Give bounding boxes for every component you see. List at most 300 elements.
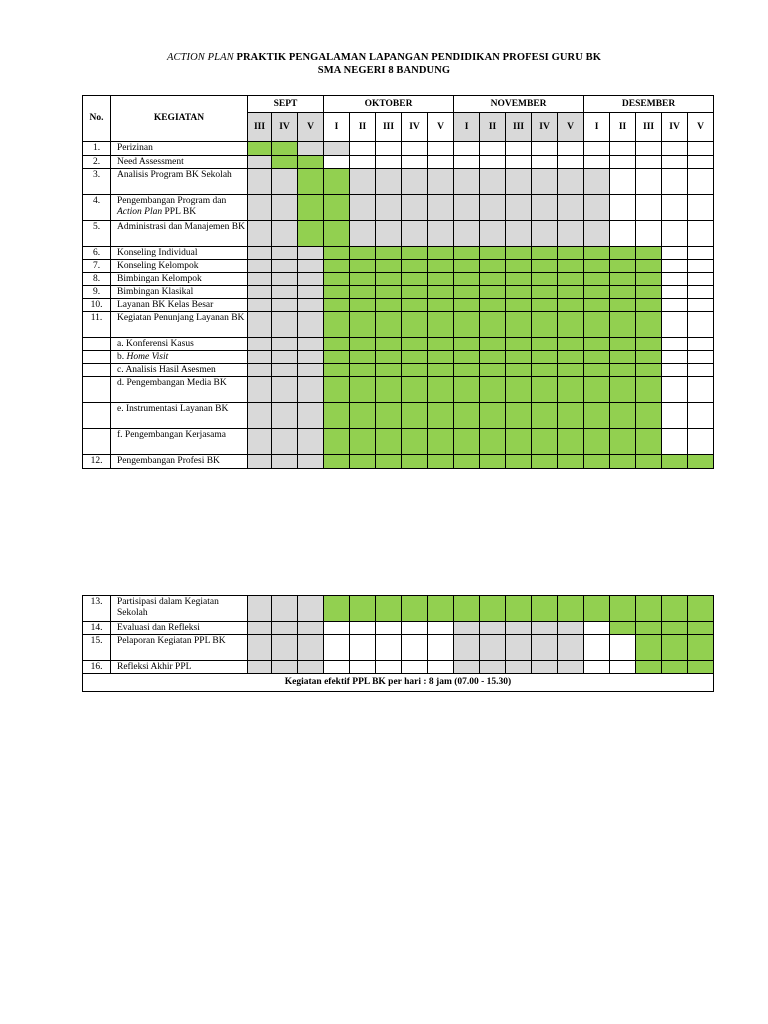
schedule-cell xyxy=(376,635,402,661)
schedule-cell-active xyxy=(636,260,662,273)
schedule-cell-active xyxy=(610,377,636,403)
schedule-cell xyxy=(662,364,688,377)
activity-row xyxy=(83,364,714,377)
schedule-cell-active xyxy=(558,286,584,299)
schedule-cell xyxy=(324,635,350,661)
activity-row xyxy=(83,377,714,403)
activity-name: d. Pengembangan Media BK xyxy=(111,377,248,403)
schedule-cell-active xyxy=(428,351,454,364)
schedule-cell-active xyxy=(636,635,662,661)
schedule-cell xyxy=(688,338,714,351)
row-number xyxy=(83,403,111,429)
schedule-cell xyxy=(506,169,532,195)
header-week: I xyxy=(454,113,480,142)
activity-row xyxy=(83,403,714,429)
schedule-cell-active xyxy=(480,273,506,286)
activity-row xyxy=(83,286,714,299)
schedule-cell-active xyxy=(454,273,480,286)
activity-row xyxy=(83,312,714,338)
schedule-cell-active xyxy=(376,351,402,364)
row-number: 5. xyxy=(83,221,111,247)
schedule-cell xyxy=(610,169,636,195)
schedule-cell xyxy=(610,156,636,169)
schedule-cell-active xyxy=(350,377,376,403)
schedule-cell xyxy=(662,273,688,286)
schedule-cell-active xyxy=(324,351,350,364)
schedule-cell-active xyxy=(350,299,376,312)
schedule-cell-active xyxy=(324,364,350,377)
schedule-cell xyxy=(610,195,636,221)
schedule-cell-active xyxy=(688,635,714,661)
header-month-oktober: OKTOBER xyxy=(324,96,454,113)
row-number: 14. xyxy=(83,622,111,635)
document-title xyxy=(0,51,768,77)
schedule-cell xyxy=(662,351,688,364)
schedule-cell xyxy=(428,142,454,156)
schedule-cell-active xyxy=(402,260,428,273)
schedule-cell xyxy=(584,635,610,661)
schedule-cell xyxy=(248,351,272,364)
schedule-cell xyxy=(272,338,298,351)
schedule-cell-active xyxy=(532,377,558,403)
activity-name: Refleksi Akhir PPL xyxy=(111,661,248,674)
schedule-cell xyxy=(324,156,350,169)
schedule-cell xyxy=(584,622,610,635)
schedule-cell xyxy=(636,142,662,156)
schedule-cell-active xyxy=(324,169,350,195)
schedule-cell xyxy=(558,635,584,661)
schedule-cell xyxy=(248,260,272,273)
schedule-cell xyxy=(402,195,428,221)
schedule-cell-active xyxy=(376,596,402,622)
schedule-cell-active xyxy=(532,299,558,312)
schedule-cell xyxy=(480,142,506,156)
schedule-cell xyxy=(688,273,714,286)
schedule-cell xyxy=(350,195,376,221)
schedule-cell-active xyxy=(480,351,506,364)
activity-name: e. Instrumentasi Layanan BK xyxy=(111,403,248,429)
schedule-cell-active xyxy=(558,260,584,273)
header-week: III xyxy=(506,113,532,142)
schedule-cell-active xyxy=(688,455,714,469)
schedule-cell xyxy=(298,635,324,661)
schedule-cell xyxy=(428,661,454,674)
activity-name: Perizinan xyxy=(111,142,248,156)
schedule-cell xyxy=(298,142,324,156)
schedule-cell-active xyxy=(428,247,454,260)
schedule-cell xyxy=(376,169,402,195)
schedule-cell xyxy=(272,635,298,661)
schedule-cell-active xyxy=(688,661,714,674)
schedule-cell xyxy=(428,635,454,661)
schedule-cell-active xyxy=(350,312,376,338)
schedule-cell xyxy=(248,286,272,299)
schedule-cell xyxy=(688,260,714,273)
schedule-cell xyxy=(428,622,454,635)
schedule-cell xyxy=(272,286,298,299)
schedule-cell xyxy=(532,156,558,169)
schedule-cell-active xyxy=(506,273,532,286)
schedule-cell-active xyxy=(558,455,584,469)
schedule-cell-active xyxy=(298,156,324,169)
schedule-cell-active xyxy=(584,273,610,286)
schedule-cell xyxy=(454,195,480,221)
schedule-cell-active xyxy=(428,273,454,286)
schedule-cell-active xyxy=(688,596,714,622)
row-number: 10. xyxy=(83,299,111,312)
schedule-cell-active xyxy=(350,455,376,469)
schedule-cell xyxy=(248,195,272,221)
schedule-cell-active xyxy=(376,403,402,429)
schedule-cell xyxy=(532,661,558,674)
schedule-cell xyxy=(248,429,272,455)
schedule-cell-active xyxy=(480,312,506,338)
schedule-cell-active xyxy=(480,338,506,351)
header-week: IV xyxy=(272,113,298,142)
schedule-cell xyxy=(402,169,428,195)
schedule-cell-active xyxy=(558,377,584,403)
row-number: 9. xyxy=(83,286,111,299)
schedule-cell-active xyxy=(428,312,454,338)
schedule-cell-active xyxy=(532,364,558,377)
header-week: III xyxy=(248,113,272,142)
schedule-cell xyxy=(688,156,714,169)
schedule-cell xyxy=(248,156,272,169)
schedule-cell xyxy=(298,455,324,469)
schedule-cell-active xyxy=(428,338,454,351)
schedule-cell-active xyxy=(558,364,584,377)
schedule-cell xyxy=(298,299,324,312)
schedule-cell-active xyxy=(584,596,610,622)
schedule-cell xyxy=(636,169,662,195)
row-number: 6. xyxy=(83,247,111,260)
activity-row xyxy=(83,260,714,273)
schedule-cell xyxy=(480,661,506,674)
schedule-cell xyxy=(558,195,584,221)
schedule-cell-active xyxy=(350,273,376,286)
schedule-cell xyxy=(272,403,298,429)
schedule-cell-active xyxy=(324,221,350,247)
schedule-cell xyxy=(324,142,350,156)
schedule-cell xyxy=(350,661,376,674)
schedule-cell-active xyxy=(376,312,402,338)
schedule-cell-active xyxy=(376,260,402,273)
schedule-cell xyxy=(662,403,688,429)
row-number: 7. xyxy=(83,260,111,273)
schedule-cell-active xyxy=(662,622,688,635)
schedule-cell xyxy=(688,195,714,221)
activity-name: Administrasi dan Manajemen BK xyxy=(111,221,248,247)
schedule-cell-active xyxy=(584,338,610,351)
schedule-cell-active xyxy=(402,596,428,622)
schedule-cell-active xyxy=(610,312,636,338)
schedule-cell xyxy=(298,429,324,455)
schedule-cell xyxy=(248,455,272,469)
schedule-cell-active xyxy=(584,351,610,364)
schedule-cell xyxy=(350,169,376,195)
schedule-cell-active xyxy=(636,364,662,377)
schedule-cell xyxy=(532,635,558,661)
schedule-cell-active xyxy=(532,455,558,469)
schedule-cell-active xyxy=(636,351,662,364)
schedule-cell-active xyxy=(350,338,376,351)
schedule-cell-active xyxy=(532,351,558,364)
schedule-cell-active xyxy=(350,286,376,299)
schedule-cell xyxy=(248,247,272,260)
header-week: IV xyxy=(402,113,428,142)
schedule-cell xyxy=(272,351,298,364)
schedule-cell xyxy=(350,142,376,156)
schedule-cell xyxy=(480,156,506,169)
schedule-cell xyxy=(662,156,688,169)
schedule-cell-active xyxy=(454,364,480,377)
schedule-cell-active xyxy=(532,260,558,273)
schedule-cell-active xyxy=(350,351,376,364)
schedule-cell-active xyxy=(558,299,584,312)
schedule-cell-active xyxy=(532,286,558,299)
activity-name: Konseling Kelompok xyxy=(111,260,248,273)
header-month-november: NOVEMBER xyxy=(454,96,584,113)
row-number: 1. xyxy=(83,142,111,156)
schedule-cell-active xyxy=(376,429,402,455)
schedule-cell xyxy=(350,221,376,247)
schedule-cell-active xyxy=(402,299,428,312)
schedule-cell-active xyxy=(662,596,688,622)
action-plan-table xyxy=(82,95,714,469)
activity-row xyxy=(83,299,714,312)
schedule-cell-active xyxy=(402,364,428,377)
schedule-cell xyxy=(610,661,636,674)
schedule-cell-active xyxy=(558,596,584,622)
schedule-cell xyxy=(298,273,324,286)
activity-name: Partisipasi dalam Kegiatan Sekolah xyxy=(111,596,248,622)
activity-name: a. Konferensi Kasus xyxy=(111,338,248,351)
schedule-cell-active xyxy=(636,661,662,674)
row-number: 11. xyxy=(83,312,111,338)
header-week: II xyxy=(480,113,506,142)
schedule-cell-active xyxy=(454,260,480,273)
schedule-cell xyxy=(248,169,272,195)
schedule-cell-active xyxy=(662,635,688,661)
schedule-cell-active xyxy=(610,286,636,299)
schedule-cell xyxy=(636,156,662,169)
schedule-cell xyxy=(688,351,714,364)
row-number: 12. xyxy=(83,455,111,469)
schedule-cell-active xyxy=(610,260,636,273)
schedule-cell xyxy=(688,221,714,247)
schedule-cell xyxy=(454,142,480,156)
schedule-cell xyxy=(272,455,298,469)
schedule-cell-active xyxy=(324,195,350,221)
schedule-cell xyxy=(662,169,688,195)
schedule-cell xyxy=(558,661,584,674)
schedule-cell-active xyxy=(636,247,662,260)
schedule-cell xyxy=(298,247,324,260)
schedule-cell-active xyxy=(610,364,636,377)
activity-name: c. Analisis Hasil Asesmen xyxy=(111,364,248,377)
schedule-cell xyxy=(248,221,272,247)
activity-row xyxy=(83,338,714,351)
row-number: 16. xyxy=(83,661,111,674)
schedule-cell xyxy=(506,142,532,156)
schedule-cell xyxy=(298,260,324,273)
schedule-cell xyxy=(506,156,532,169)
schedule-cell-active xyxy=(636,596,662,622)
schedule-cell xyxy=(688,142,714,156)
schedule-cell xyxy=(662,260,688,273)
schedule-cell xyxy=(688,299,714,312)
schedule-cell-active xyxy=(610,299,636,312)
schedule-cell-active xyxy=(532,312,558,338)
schedule-cell-active xyxy=(350,429,376,455)
schedule-cell xyxy=(248,312,272,338)
schedule-cell-active xyxy=(584,377,610,403)
schedule-cell xyxy=(248,377,272,403)
schedule-cell xyxy=(298,596,324,622)
action-plan-table-continued xyxy=(82,595,714,692)
activity-name: b. Home Visit xyxy=(111,351,248,364)
schedule-cell xyxy=(688,377,714,403)
schedule-cell xyxy=(532,142,558,156)
schedule-cell-active xyxy=(610,429,636,455)
activity-row xyxy=(83,635,714,661)
schedule-cell xyxy=(506,622,532,635)
schedule-cell xyxy=(350,622,376,635)
schedule-cell-active xyxy=(506,455,532,469)
row-number xyxy=(83,338,111,351)
schedule-cell xyxy=(610,142,636,156)
activity-name: Kegiatan Penunjang Layanan BK xyxy=(111,312,248,338)
schedule-cell-active xyxy=(480,364,506,377)
schedule-cell-active xyxy=(506,312,532,338)
activity-row xyxy=(83,455,714,469)
schedule-cell-active xyxy=(688,622,714,635)
schedule-cell-active xyxy=(636,273,662,286)
schedule-cell-active xyxy=(662,661,688,674)
header-week: III xyxy=(636,113,662,142)
schedule-cell-active xyxy=(324,429,350,455)
row-number xyxy=(83,429,111,455)
schedule-cell-active xyxy=(402,403,428,429)
header-week: V xyxy=(688,113,714,142)
schedule-cell xyxy=(532,169,558,195)
schedule-cell xyxy=(402,622,428,635)
header-week: III xyxy=(376,113,402,142)
schedule-cell xyxy=(688,429,714,455)
schedule-cell-active xyxy=(298,221,324,247)
schedule-cell xyxy=(350,635,376,661)
schedule-cell-active xyxy=(324,247,350,260)
schedule-cell xyxy=(402,661,428,674)
schedule-cell-active xyxy=(454,596,480,622)
schedule-cell xyxy=(454,622,480,635)
header-month-sept: SEPT xyxy=(248,96,324,113)
title-main: PRAKTIK PENGALAMAN LAPANGAN PENDIDIKAN PROFESI GURU BK xyxy=(236,52,602,63)
schedule-cell-active xyxy=(636,299,662,312)
schedule-cell xyxy=(480,221,506,247)
schedule-cell-active xyxy=(454,429,480,455)
schedule-cell xyxy=(272,273,298,286)
schedule-cell xyxy=(584,156,610,169)
schedule-cell-active xyxy=(636,338,662,351)
activity-row xyxy=(83,221,714,247)
header-week: I xyxy=(584,113,610,142)
schedule-cell-active xyxy=(376,364,402,377)
activity-name: Bimbingan Kelompok xyxy=(111,273,248,286)
schedule-cell-active xyxy=(558,312,584,338)
schedule-cell xyxy=(688,169,714,195)
header-week: II xyxy=(350,113,376,142)
schedule-cell-active xyxy=(454,286,480,299)
schedule-cell-active xyxy=(506,299,532,312)
row-number: 2. xyxy=(83,156,111,169)
schedule-cell xyxy=(272,169,298,195)
schedule-cell-active xyxy=(376,377,402,403)
schedule-cell xyxy=(688,312,714,338)
schedule-cell-active xyxy=(402,377,428,403)
schedule-cell-active xyxy=(402,247,428,260)
schedule-cell-active xyxy=(558,273,584,286)
schedule-cell-active xyxy=(298,195,324,221)
schedule-cell xyxy=(402,142,428,156)
schedule-cell xyxy=(454,635,480,661)
schedule-cell xyxy=(248,403,272,429)
schedule-cell xyxy=(402,635,428,661)
schedule-cell-active xyxy=(584,247,610,260)
schedule-cell-active xyxy=(610,403,636,429)
schedule-cell xyxy=(662,247,688,260)
schedule-cell-active xyxy=(506,286,532,299)
schedule-cell xyxy=(532,221,558,247)
schedule-cell-active xyxy=(402,455,428,469)
schedule-cell-active xyxy=(324,377,350,403)
schedule-cell-active xyxy=(350,247,376,260)
schedule-cell-active xyxy=(610,455,636,469)
activity-row xyxy=(83,661,714,674)
schedule-cell xyxy=(662,195,688,221)
schedule-cell xyxy=(324,661,350,674)
activity-name: Konseling Individual xyxy=(111,247,248,260)
schedule-cell-active xyxy=(584,429,610,455)
schedule-cell-active xyxy=(480,429,506,455)
schedule-cell xyxy=(298,622,324,635)
schedule-cell xyxy=(662,338,688,351)
schedule-cell xyxy=(662,312,688,338)
schedule-cell xyxy=(688,286,714,299)
schedule-cell xyxy=(428,195,454,221)
schedule-cell xyxy=(662,286,688,299)
activity-row xyxy=(83,351,714,364)
schedule-cell-active xyxy=(248,142,272,156)
schedule-cell-active xyxy=(350,403,376,429)
schedule-cell xyxy=(636,195,662,221)
row-number: 8. xyxy=(83,273,111,286)
schedule-cell-active xyxy=(376,286,402,299)
schedule-cell-active xyxy=(480,286,506,299)
schedule-cell xyxy=(558,142,584,156)
schedule-cell xyxy=(248,622,272,635)
schedule-cell xyxy=(610,635,636,661)
schedule-cell-active xyxy=(584,455,610,469)
schedule-cell-active xyxy=(324,299,350,312)
schedule-cell-active xyxy=(324,312,350,338)
schedule-cell-active xyxy=(324,260,350,273)
schedule-cell xyxy=(584,142,610,156)
schedule-cell-active xyxy=(402,273,428,286)
schedule-cell-active xyxy=(480,377,506,403)
schedule-cell-active xyxy=(636,286,662,299)
schedule-cell-active xyxy=(298,169,324,195)
